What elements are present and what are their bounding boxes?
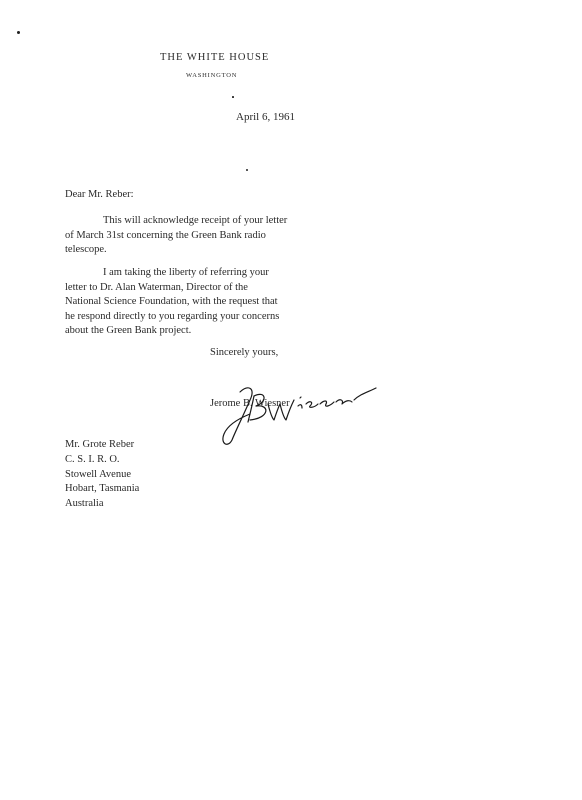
paragraph-line: This will acknowledge receipt of your letter (103, 215, 288, 226)
body-paragraph-2 (65, 266, 385, 339)
scan-speck (246, 169, 248, 171)
address-line: Stowell Avenue (65, 468, 132, 480)
paragraph-line: of March 31st concerning the Green Bank radio (65, 229, 266, 241)
paragraph-line: about the Green Bank project. (65, 325, 192, 336)
address-line: Hobart, Tasmania (65, 483, 140, 495)
letterhead-title: THE WHITE HOUSE (160, 52, 270, 63)
paragraph-line: telescope. (65, 244, 107, 255)
letter-date: April 6, 1961 (236, 111, 295, 123)
address-line: Australia (65, 498, 104, 510)
paragraph-line: letter to Dr. Alan Waterman, Director of the (65, 281, 248, 293)
body-paragraph-1 (65, 214, 385, 258)
salutation: Dear Mr. Reber: (65, 189, 134, 200)
scan-speck (17, 31, 20, 34)
paragraph-line: he respond directly to you regarding your concerns (65, 310, 280, 322)
paragraph-line: I am taking the liberty of referring your (103, 267, 269, 278)
closing: Sincerely yours, (210, 347, 279, 358)
address-line: C. S. I. R. O. (65, 453, 120, 465)
handwritten-signature (210, 370, 380, 455)
paragraph-line: National Science Foundation, with the request that (65, 296, 278, 307)
signer-name: Jerome B. Wiesner (210, 398, 290, 409)
recipient-address (65, 438, 139, 512)
address-line: Mr. Grote Reber (65, 439, 135, 450)
scan-speck (232, 96, 234, 98)
letterhead-city: WASHINGTON (186, 72, 238, 79)
